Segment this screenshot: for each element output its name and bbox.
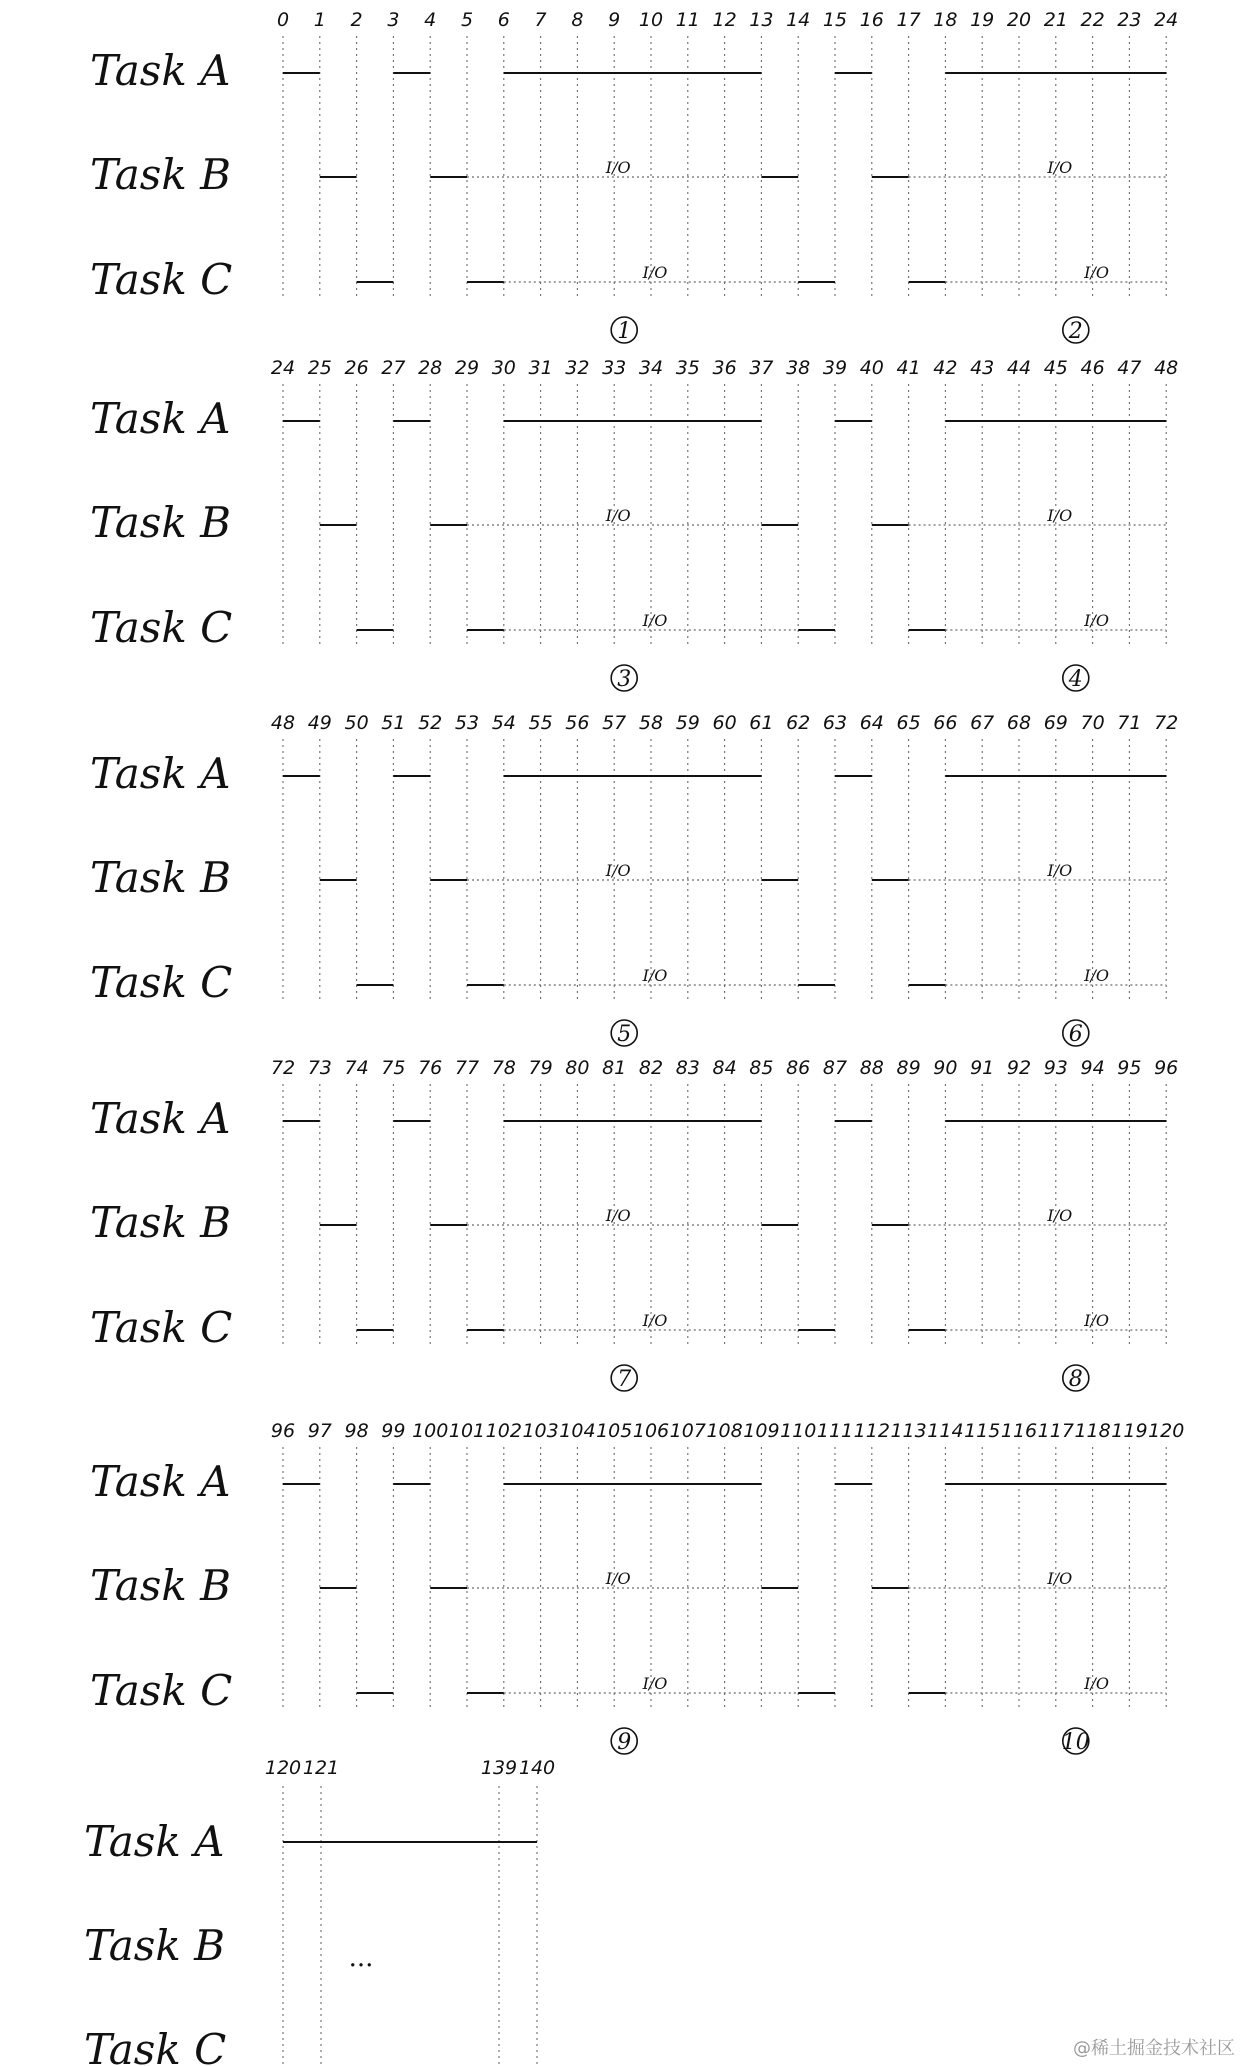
tick-label: 30	[491, 357, 516, 379]
tick-label: 42	[933, 357, 958, 379]
tick-label: 31	[528, 357, 553, 379]
tick-label: 81	[602, 1057, 627, 1079]
tick-label: 72	[1154, 712, 1179, 734]
task-label: Task C	[90, 255, 233, 304]
tick-label: 58	[638, 712, 664, 734]
tick-label: 73	[307, 1057, 332, 1079]
tick-label: 46	[1080, 357, 1105, 379]
tick-label: 44	[1006, 357, 1032, 379]
tick-label: 75	[381, 1057, 406, 1079]
task-label: Task C	[90, 958, 233, 1007]
tick-label: 93	[1043, 1057, 1068, 1079]
task-label: Task C	[90, 603, 233, 652]
tick-label: 113	[890, 1420, 927, 1442]
tick-label: 85	[749, 1057, 774, 1079]
task-label: Task A	[84, 1817, 225, 1866]
io-label: I/O	[642, 611, 668, 630]
tick-label: 59	[675, 712, 700, 734]
tick-label: 2	[350, 9, 363, 31]
tick-label: 39	[822, 357, 848, 379]
marker-number: 9	[617, 1730, 632, 1755]
tick-label: 102	[485, 1420, 522, 1442]
tick-label: 24	[270, 357, 296, 379]
tick-label: 60	[712, 712, 737, 734]
task-label: Task B	[90, 498, 232, 547]
tick-label: 5	[460, 9, 474, 31]
io-label: I/O	[605, 506, 631, 525]
tick-label: 61	[749, 712, 774, 734]
tick-label: 21	[1043, 9, 1068, 31]
tick-label: 106	[632, 1420, 670, 1442]
io-label: I/O	[642, 263, 668, 282]
marker-number: 2	[1068, 319, 1083, 344]
io-label: I/O	[605, 1569, 631, 1588]
task-label: Task C	[84, 2025, 227, 2066]
io-label: I/O	[1047, 1569, 1073, 1588]
tick-label: 45	[1043, 357, 1068, 379]
tick-label: 77	[454, 1057, 480, 1079]
tick-label: 89	[896, 1057, 921, 1079]
task-label: Task B	[84, 1921, 226, 1970]
tick-label: 100	[412, 1420, 449, 1442]
tick-label: 117	[1037, 1420, 1074, 1442]
tick-label: 65	[896, 712, 921, 734]
tick-label: 110	[780, 1420, 817, 1442]
tick-label: 92	[1006, 1057, 1032, 1079]
task-label: Task C	[90, 1303, 233, 1352]
tick-label: 114	[927, 1420, 964, 1442]
tick-label: 34	[638, 357, 664, 379]
tick-label: 109	[743, 1420, 780, 1442]
tick-label: 52	[418, 712, 443, 734]
task-label: Task C	[90, 1666, 233, 1715]
task-label: Task A	[90, 1457, 231, 1506]
tick-label: 139	[480, 1757, 518, 1779]
tick-label: 96	[1154, 1057, 1179, 1079]
tick-label: 27	[381, 357, 406, 379]
ellipsis: ...	[348, 1943, 374, 1973]
io-label: I/O	[605, 861, 631, 880]
tick-label: 83	[675, 1057, 700, 1079]
tick-label: 98	[344, 1420, 369, 1442]
tick-label: 90	[933, 1057, 958, 1079]
task-label: Task B	[90, 853, 232, 902]
marker-number: 8	[1068, 1367, 1083, 1392]
tick-label: 0	[276, 9, 290, 31]
tick-label: 86	[786, 1057, 811, 1079]
io-label: I/O	[1084, 1311, 1110, 1330]
tick-label: 78	[491, 1057, 516, 1079]
tick-label: 3	[387, 9, 400, 31]
marker-number: 1	[617, 319, 632, 344]
tick-label: 51	[381, 712, 406, 734]
tick-label: 91	[970, 1057, 995, 1079]
tick-label: 35	[675, 357, 700, 379]
tick-label: 99	[381, 1420, 406, 1442]
tick-label: 33	[602, 357, 627, 379]
marker-number: 5	[617, 1022, 632, 1047]
tick-label: 55	[528, 712, 553, 734]
tick-label: 29	[454, 357, 480, 379]
tick-label: 4	[424, 9, 437, 31]
marker-number: 3	[617, 667, 632, 692]
tick-label: 36	[712, 357, 737, 379]
tick-label: 119	[1111, 1420, 1148, 1442]
tick-label: 71	[1117, 712, 1142, 734]
tick-label: 67	[970, 712, 995, 734]
io-label: I/O	[1047, 506, 1073, 525]
io-label: I/O	[1047, 861, 1073, 880]
tick-label: 105	[596, 1420, 633, 1442]
tick-label: 54	[491, 712, 516, 734]
marker-number: 10	[1061, 1730, 1090, 1755]
tick-label: 22	[1080, 9, 1105, 31]
tick-label: 103	[522, 1420, 559, 1442]
tick-label: 82	[638, 1057, 664, 1079]
watermark: @稀土掘金技术社区	[1073, 2038, 1235, 2059]
tick-label: 140	[518, 1757, 556, 1779]
io-label: I/O	[605, 1206, 631, 1225]
tick-label: 108	[706, 1420, 743, 1442]
io-label: I/O	[1084, 611, 1110, 630]
tick-label: 7	[534, 9, 547, 31]
tick-label: 15	[822, 9, 848, 31]
tick-label: 87	[822, 1057, 848, 1079]
task-label: Task B	[90, 150, 232, 199]
task-label: Task A	[90, 46, 231, 95]
io-label: I/O	[1084, 263, 1110, 282]
io-label: I/O	[605, 158, 631, 177]
tick-label: 13	[749, 9, 774, 31]
tick-label: 111	[816, 1420, 854, 1442]
tick-label: 104	[559, 1420, 596, 1442]
tick-label: 66	[933, 712, 958, 734]
tick-label: 20	[1006, 9, 1032, 31]
tick-label: 12	[712, 9, 737, 31]
tick-label: 118	[1074, 1420, 1111, 1442]
io-label: I/O	[1047, 158, 1073, 177]
tick-label: 14	[786, 9, 811, 31]
tick-label: 97	[307, 1420, 332, 1442]
tick-label: 32	[565, 357, 590, 379]
task-label: Task B	[90, 1561, 232, 1610]
tick-label: 40	[859, 357, 884, 379]
tick-label: 94	[1080, 1057, 1105, 1079]
io-label: I/O	[642, 966, 668, 985]
tick-label: 10	[638, 9, 664, 31]
tick-label: 96	[270, 1420, 296, 1442]
io-label: I/O	[642, 1311, 668, 1330]
tick-label: 115	[964, 1420, 1001, 1442]
tick-label: 56	[565, 712, 590, 734]
tick-label: 6	[497, 9, 510, 31]
tick-label: 84	[712, 1057, 737, 1079]
tick-label: 1	[313, 9, 326, 31]
io-label: I/O	[1084, 1674, 1110, 1693]
tick-label: 53	[454, 712, 480, 734]
task-label: Task A	[90, 1094, 231, 1143]
tick-label: 25	[307, 357, 332, 379]
tick-label: 26	[344, 357, 369, 379]
tick-label: 57	[602, 712, 627, 734]
tick-label: 16	[859, 9, 884, 31]
tick-label: 112	[853, 1420, 890, 1442]
tick-label: 62	[786, 712, 811, 734]
io-label: I/O	[1084, 966, 1110, 985]
io-label: I/O	[1047, 1206, 1073, 1225]
tick-label: 28	[418, 357, 443, 379]
marker-number: 4	[1068, 667, 1083, 692]
tick-label: 37	[749, 357, 774, 379]
tick-label: 107	[669, 1420, 706, 1442]
tick-label: 80	[565, 1057, 590, 1079]
tick-label: 72	[270, 1057, 296, 1079]
io-label: I/O	[642, 1674, 668, 1693]
tick-label: 74	[344, 1057, 369, 1079]
tick-label: 120	[264, 1757, 302, 1779]
tick-label: 79	[528, 1057, 553, 1079]
tick-label: 18	[933, 9, 958, 31]
tick-label: 24	[1154, 9, 1179, 31]
tick-label: 43	[970, 357, 995, 379]
tick-label: 19	[970, 9, 995, 31]
tick-label: 88	[859, 1057, 884, 1079]
tick-label: 49	[307, 712, 332, 734]
tick-label: 69	[1043, 712, 1068, 734]
tick-label: 38	[786, 357, 811, 379]
tick-label: 64	[859, 712, 884, 734]
tick-label: 76	[418, 1057, 443, 1079]
task-label: Task A	[90, 749, 231, 798]
tick-label: 50	[344, 712, 369, 734]
tick-label: 23	[1117, 9, 1142, 31]
tick-label: 63	[822, 712, 848, 734]
tick-label: 70	[1080, 712, 1105, 734]
tick-label: 68	[1006, 712, 1032, 734]
tick-label: 120	[1148, 1420, 1185, 1442]
task-label: Task B	[90, 1198, 232, 1247]
tick-label: 121	[302, 1757, 340, 1779]
tick-label: 9	[608, 9, 621, 31]
task-label: Task A	[90, 394, 231, 443]
tick-label: 47	[1117, 357, 1142, 379]
tick-label: 8	[571, 9, 584, 31]
tick-label: 101	[448, 1420, 486, 1442]
tick-label: 11	[675, 9, 700, 31]
marker-number: 7	[617, 1367, 632, 1392]
tick-label: 95	[1117, 1057, 1142, 1079]
marker-number: 6	[1068, 1022, 1083, 1047]
tick-label: 48	[1154, 357, 1179, 379]
tick-label: 41	[896, 357, 921, 379]
tick-label: 116	[1000, 1420, 1038, 1442]
tick-label: 17	[896, 9, 921, 31]
tick-label: 48	[270, 712, 296, 734]
